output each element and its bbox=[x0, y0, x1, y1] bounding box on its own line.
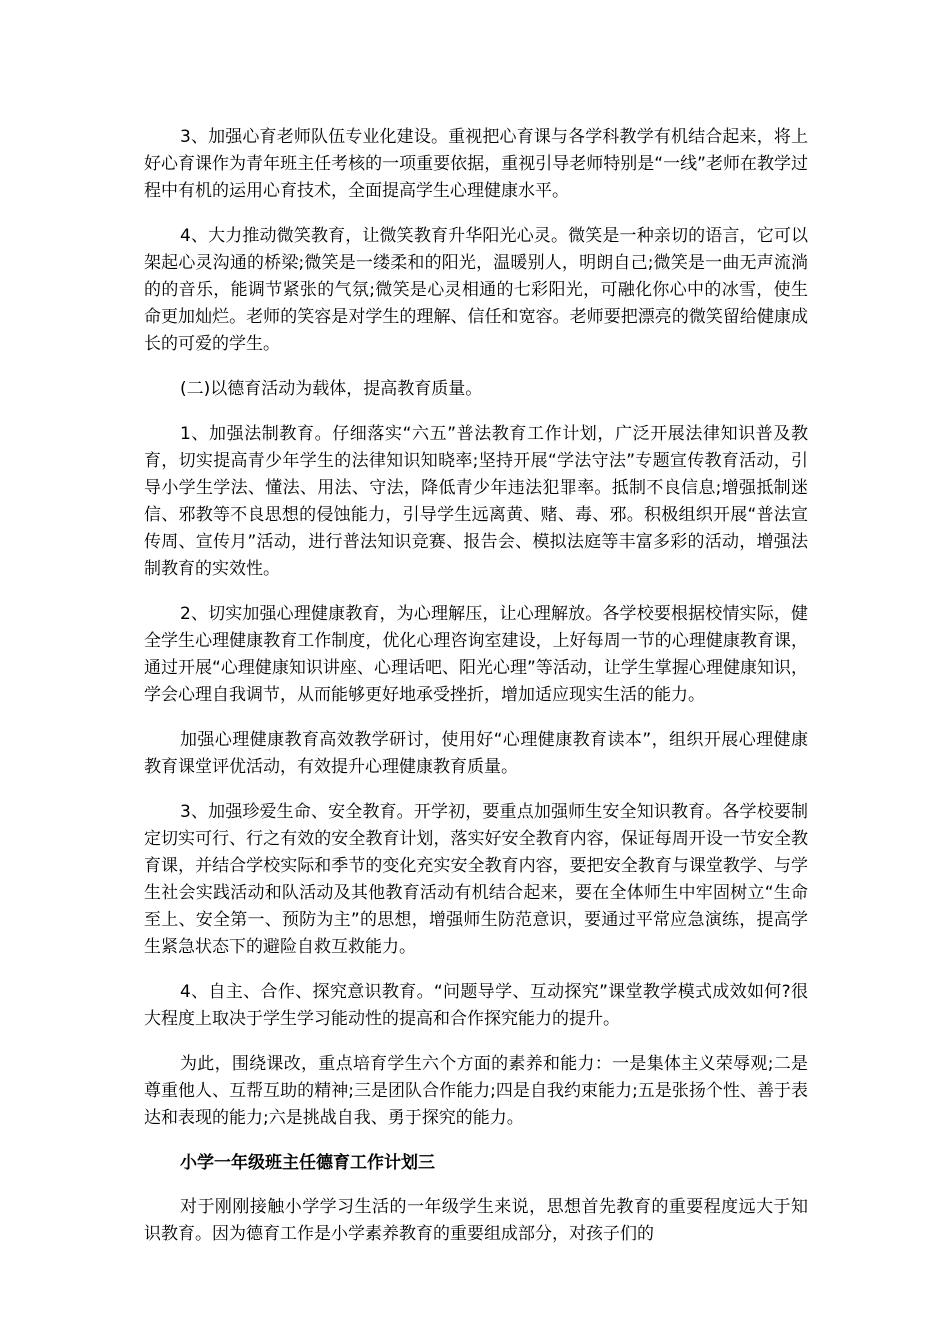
paragraph-smile-education: 4、大力推动微笑教育，让微笑教育升华阳光心灵。微笑是一种亲切的语言，它可以架起心灵沟通的桥梁;微笑是一缕柔和的阳光，温暖别人，明朗自己;微笑是一曲无声流淌的的音乐，能调节紧张的气氛;微笑是心灵相通的七彩阳光，可融化你心中的冰雪，使生命更加灿烂。老师的笑容是对学生的理解、信任和宽容。老师要把漂亮的微笑留给健康成长的可爱的学生。 bbox=[144, 226, 808, 354]
paragraph-first-grade-intro: 对于刚刚接触小学学习生活的一年级学生来说，思想首先教育的重要程度远大于知识教育。因为德育工作是小学素养教育的重要组成部分，对孩子们的 bbox=[144, 1197, 808, 1244]
paragraph-subsection-title: (二)以德育活动为载体，提高教育质量。 bbox=[180, 379, 483, 399]
paragraph-mental-health-research: 加强心理健康教育高效教学研讨，使用好“心理健康教育读本”，组织开展心理健康教育课堂评优活动，有效提升心理健康教育质量。 bbox=[144, 730, 808, 777]
paragraph-inquiry-education: 4、自主、合作、探究意识教育。“问题导学、互动探究”课堂教学模式成效如何?很大程度上取决于学生学习能动性的提高和合作探究能力的提升。 bbox=[144, 982, 808, 1029]
document-page bbox=[144, 124, 808, 1266]
paragraph-six-abilities: 为此，围绕课改，重点培育学生六个方面的素养和能力：一是集体主义荣辱观;二是尊重他人、互帮互助的精神;三是团队合作能力;四是自我约束能力;五是张扬个性、善于表达和表现的能力;六是挑战自我、勇于探究的能力。 bbox=[144, 1054, 808, 1128]
paragraph-mental-health: 2、切实加强心理健康教育，为心理解压，让心理解放。各学校要根据校情实际，健全学生心理健康教育工作制度，优化心理咨询室建设，上好每周一节的心理健康教育课，通过开展“心理健康知识讲座、心理话吧、阳光心理”等活动，让学生掌握心理健康知识，学会心理自我调节，从而能够更好地承受挫折，增加适应现实生活的能力。 bbox=[144, 604, 808, 705]
paragraph-legal-education: 1、加强法制教育。仔细落实“六五”普法教育工作计划，广泛开展法律知识普及教育，切实提高青少年学生的法律知识知晓率;坚持开展“学法守法”专题宣传教育活动，引导小学生学法、懂法、用法、守法，降低青少年违法犯罪率。抵制不良信息;增强抵制迷信、邪教等不良思想的侵蚀能力，引导学生远离黄、赌、毒、邪。积极组织开展“普法宣传周、宣传月”活动，进行普法知识竞赛、报告会、模拟法庭等丰富多彩的活动，增强法制教育的实效性。 bbox=[144, 424, 808, 579]
paragraph-teacher-team: 3、加强心育老师队伍专业化建设。重视把心育课与各学科教学有机结合起来，将上好心育课作为青年班主任考核的一项重要依据，重视引导老师特别是“一线”老师在教学过程中有机的运用心育技术，全面提高学生心理健康水平。 bbox=[144, 127, 808, 201]
paragraph-safety-education: 3、加强珍爱生命、安全教育。开学初，要重点加强师生安全知识教育。各学校要制定切实可行、行之有效的安全教育计划，落实好安全教育内容，保证每周开设一节安全教育课，并结合学校实际和季节的变化充实安全教育内容，要把安全教育与课堂教学、与学生社会实践活动和队活动及其他教育活动有机结合起来，要在全体师生中牢固树立“生命至上、安全第一、预防为主”的思想，增强师生防范意识，要通过平常应急演练，提高学生紧急状态下的避险自救互救能力。 bbox=[144, 802, 808, 957]
section-heading: 小学一年级班主任德育工作计划三 bbox=[180, 1153, 435, 1173]
